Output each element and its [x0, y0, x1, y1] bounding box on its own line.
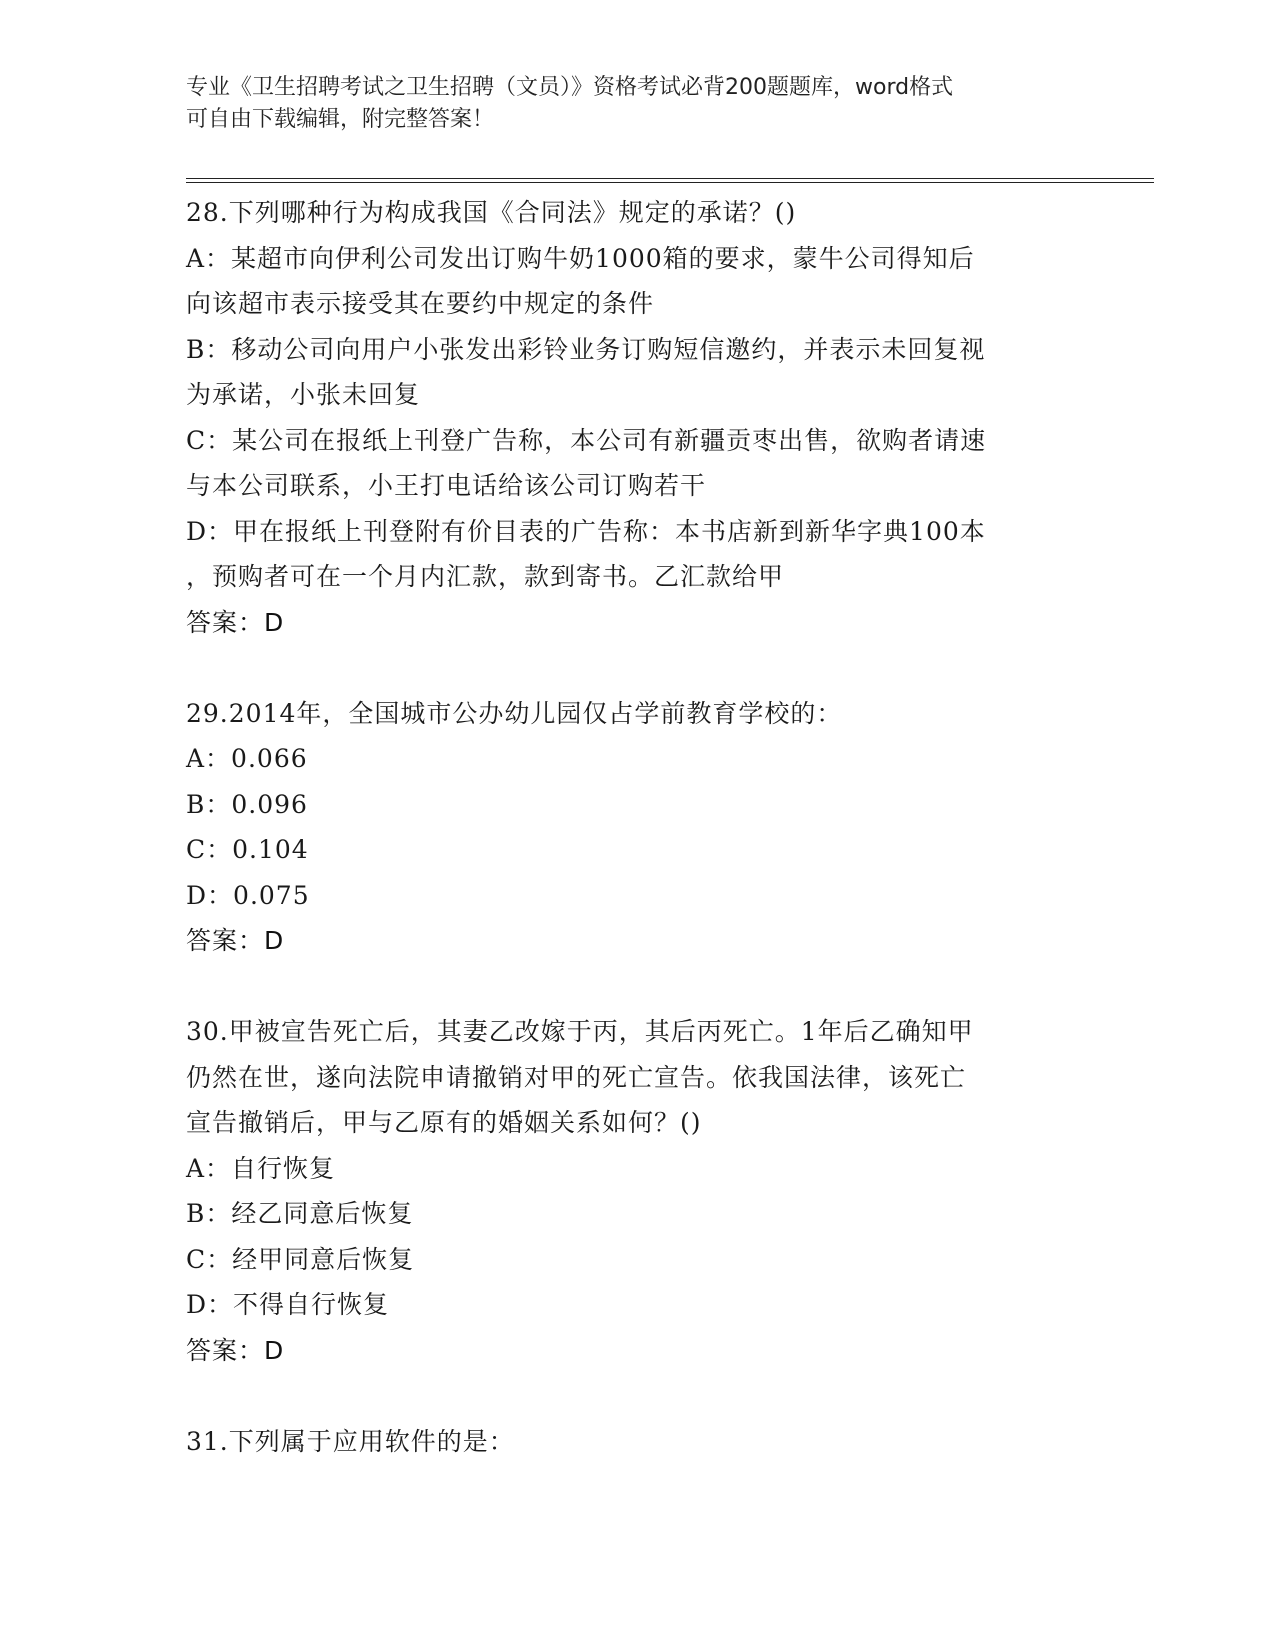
option-a: A：0.066: [186, 744, 308, 773]
option-d: D：0.075: [186, 880, 310, 910]
option-c: C：某公司在报纸上刊登广告称，本公司有新疆贡枣出售，欲购者请速: [186, 425, 987, 455]
question-30: [186, 1009, 1086, 1373]
question-28: [186, 190, 1086, 645]
option-c-continued: 与本公司联系，小王打电话给该公司订购若干: [186, 471, 707, 500]
question-31: [186, 1419, 1086, 1465]
option-b: B：经乙同意后恢复: [186, 1199, 414, 1228]
option-a: A：某超市向伊利公司发出订购牛奶1000箱的要求，蒙牛公司得知后: [186, 243, 975, 273]
header-line-2: 可自由下载编辑，附完整答案！: [186, 107, 495, 132]
question-stem: 28.下列哪种行为构成我国《合同法》规定的承诺？(): [186, 198, 797, 227]
option-c: C：0.104: [186, 835, 309, 864]
spacer: [186, 964, 1086, 1010]
question-stem: 29.2014年，全国城市公办幼儿园仅占学前教育学校的：: [186, 698, 843, 728]
spacer: [186, 645, 1086, 691]
question-stem: 30.甲被宣告死亡后，其妻乙改嫁于丙，其后丙死亡。1年后乙确知甲: [186, 1017, 974, 1046]
option-a-continued: 向该超市表示接受其在要约中规定的条件: [186, 289, 655, 318]
answer: 答案：D: [186, 926, 285, 955]
option-d: D：甲在报纸上刊登附有价目表的广告称：本书店新到新华字典100本: [186, 516, 986, 546]
header-line-1: 专业《卫生招聘考试之卫生招聘（文员）》资格考试必背200题题库，word格式: [186, 75, 954, 100]
header-divider: [186, 178, 1154, 183]
option-a: A：自行恢复: [186, 1153, 336, 1183]
answer: 答案：D: [186, 1335, 285, 1365]
question-29: [186, 691, 1086, 964]
spacer: [186, 1373, 1086, 1419]
option-d-continued: ，预购者可在一个月内汇款，款到寄书。乙汇款给甲: [186, 562, 785, 591]
document-header: [186, 72, 1066, 136]
answer: 答案：D: [186, 607, 285, 637]
option-b: B：0.096: [186, 789, 308, 819]
question-stem-continued: 仍然在世，遂向法院申请撤销对甲的死亡宣告。依我国法律，该死亡: [186, 1062, 967, 1092]
option-b-continued: 为承诺，小张未回复: [186, 380, 421, 409]
option-c: C：经甲同意后恢复: [186, 1244, 415, 1274]
option-d: D：不得自行恢复: [186, 1290, 390, 1319]
option-b: B：移动公司向用户小张发出彩铃业务订购短信邀约，并表示未回复视: [186, 334, 986, 364]
question-stem-continued: 宣告撤销后，甲与乙原有的婚姻关系如何？(): [186, 1108, 702, 1137]
question-stem: 31.下列属于应用软件的是：: [186, 1426, 515, 1456]
question-list: [186, 190, 1086, 1464]
